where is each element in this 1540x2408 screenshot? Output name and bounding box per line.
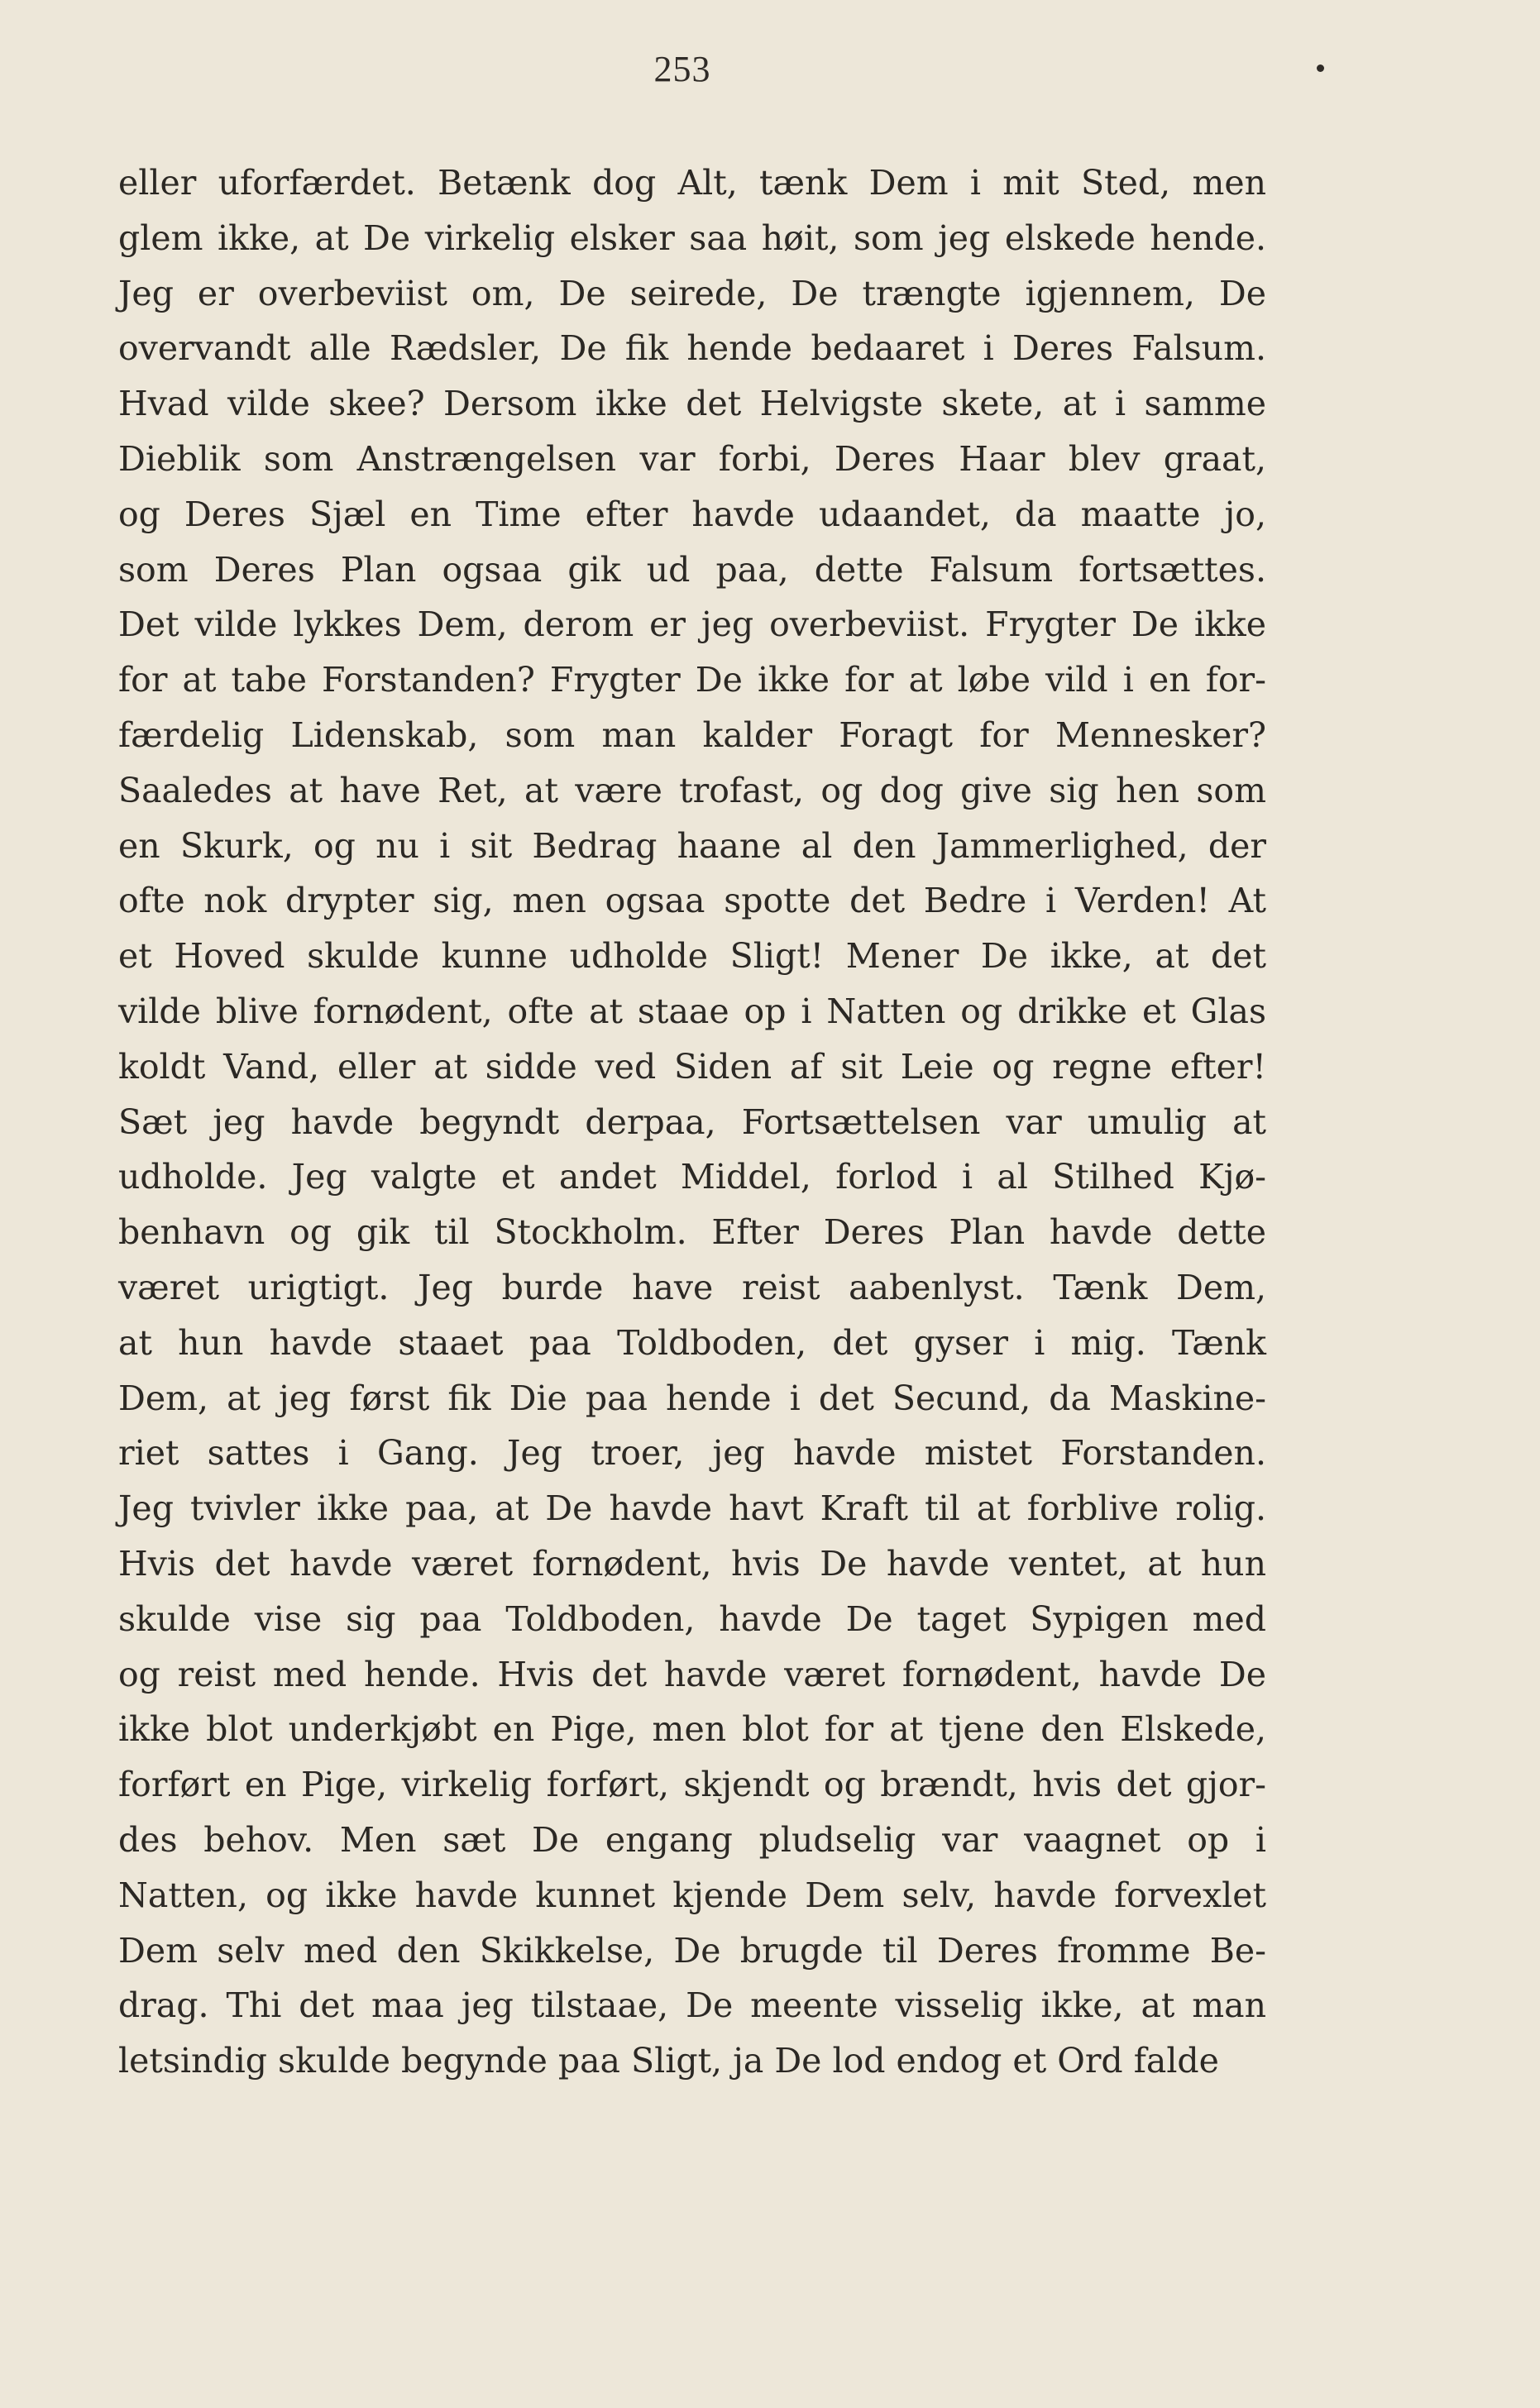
text-line: Sæt jeg havde begyndt derpaa, Fortsættelsen var umulig at xyxy=(118,1101,1266,1142)
text-line: vilde blive fornødent, ofte at staae op i Natten og drikke et Glas xyxy=(118,991,1266,1031)
text-line: Natten, og ikke havde kunnet kjende Dem selv, havde forvexlet xyxy=(118,1875,1266,1915)
text-line: en Skurk, og nu i sit Bedrag haane al den Jammerlighed, der xyxy=(118,825,1266,866)
text-line: overvandt alle Rædsler, De fik hende bedaaret i Deres Falsum. xyxy=(118,328,1266,369)
text-line: Dieblik som Anstrængelsen var forbi, Deres Haar blev graat, xyxy=(118,438,1266,479)
text-line: Saaledes at have Ret, at være trofast, og dog give sig hen som xyxy=(118,770,1266,810)
text-line: færdelig Lidenskab, som man kalder Foragt for Mennesker? xyxy=(118,714,1266,755)
text-line: og Deres Sjæl en Time efter havde udaandet, da maatte jo, xyxy=(118,494,1266,534)
text-line: des behov. Men sæt De engang pludselig var vaagnet op i xyxy=(118,1819,1266,1860)
text-line: benhavn og gik til Stockholm. Efter Deres Plan havde dette xyxy=(118,1212,1266,1253)
text-line: for at tabe Forstanden? Frygter De ikke for at løbe vild i en for- xyxy=(118,660,1266,700)
text-line: letsindig skulde begynde paa Sligt, ja De lod endog et Ord falde xyxy=(118,2041,1219,2081)
text-line: været urigtigt. Jeg burde have reist aabenlyst. Tænk Dem, xyxy=(118,1267,1266,1307)
text-line: et Hoved skulde kunne udholde Sligt! Mener De ikke, at det xyxy=(118,936,1266,977)
text-line: som Deres Plan ogsaa gik ud paa, dette Falsum fortsættes. xyxy=(118,549,1266,590)
text-line: Hvad vilde skee? Dersom ikke det Helvigste skete, at i samme xyxy=(118,384,1266,424)
page-number: 253 xyxy=(653,49,711,89)
text-line: Jeg er overbeviist om, De seirede, De trængte igjennem, De xyxy=(118,273,1266,313)
body-text xyxy=(118,155,1266,2089)
text-line: og reist med hende. Hvis det havde været fornødent, havde De xyxy=(118,1654,1266,1694)
text-line: udholde. Jeg valgte et andet Middel, forlod i al Stilhed Kjø- xyxy=(118,1157,1266,1197)
text-line: eller uforfærdet. Betænk dog Alt, tænk Dem i mit Sted, men xyxy=(118,163,1266,203)
text-line: glem ikke, at De virkelig elsker saa høit, som jeg elskede hende. xyxy=(118,217,1266,258)
text-line: riet sattes i Gang. Jeg troer, jeg havde mistet Forstanden. xyxy=(118,1433,1266,1474)
text-line: Det vilde lykkes Dem, derom er jeg overbeviist. Frygter De ikke xyxy=(118,604,1266,645)
text-line: ikke blot underkjøbt en Pige, men blot for at tjene den Elskede, xyxy=(118,1709,1266,1750)
text-line: forført en Pige, virkelig forført, skjendt og brændt, hvis det gjor- xyxy=(118,1765,1266,1805)
ink-speck xyxy=(1317,64,1324,72)
text-line: skulde vise sig paa Toldboden, havde De taget Sypigen med xyxy=(118,1598,1266,1639)
text-line: koldt Vand, eller at sidde ved Siden af sit Leie og regne efter! xyxy=(118,1046,1266,1087)
text-line: Dem, at jeg først fik Die paa hende i det Secund, da Maskine- xyxy=(118,1378,1266,1418)
text-line: at hun havde staaet paa Toldboden, det gyser i mig. Tænk xyxy=(118,1322,1266,1363)
text-line: ofte nok drypter sig, men ogsaa spotte det Bedre i Verden! At xyxy=(118,881,1266,921)
text-line: Hvis det havde været fornødent, hvis De havde ventet, at hun xyxy=(118,1543,1266,1584)
text-line: drag. Thi det maa jeg tilstaae, De meente visselig ikke, at man xyxy=(118,1985,1266,2026)
text-line: Jeg tvivler ikke paa, at De havde havt Kraft til at forblive rolig. xyxy=(118,1488,1266,1529)
text-line: Dem selv med den Skikkelse, De brugde til Deres fromme Be- xyxy=(118,1930,1266,1971)
